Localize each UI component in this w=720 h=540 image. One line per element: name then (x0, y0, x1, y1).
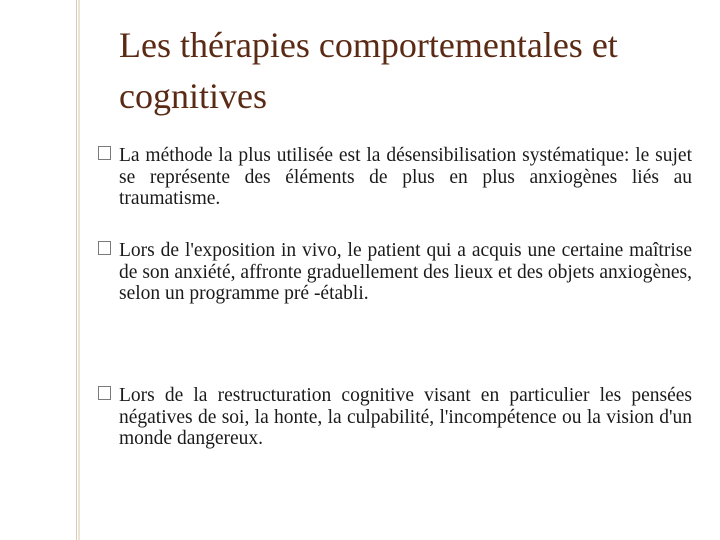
side-rule-band (78, 0, 80, 540)
slide-title: Les thérapies comportementales et cognitives (119, 25, 618, 116)
bullet-text: Lors de l'exposition in vivo, le patient qui a acquis une certaine maîtrise de son anxiété, affronte graduellement des lieux et des objets anxiogènes, selon un programme pré -établi. (119, 240, 692, 304)
bullet-text: Lors de la restructuration cognitive visant en particulier les pensées négatives de soi, la honte, la culpabilité, l'incompétence ou la vision d'un monde dangereux. (119, 385, 692, 449)
bullet-item (98, 240, 692, 305)
bullet-text: La méthode la plus utilisée est la désensibilisation systématique: le sujet se représente des éléments de plus en plus anxiogènes liés au traumatisme. (119, 145, 692, 209)
side-rule-line (76, 0, 77, 540)
square-bullet-icon (98, 386, 111, 400)
square-bullet-icon (98, 241, 111, 255)
bullet-item (98, 145, 692, 210)
square-bullet-icon (98, 146, 111, 160)
bullet-item (98, 385, 692, 450)
